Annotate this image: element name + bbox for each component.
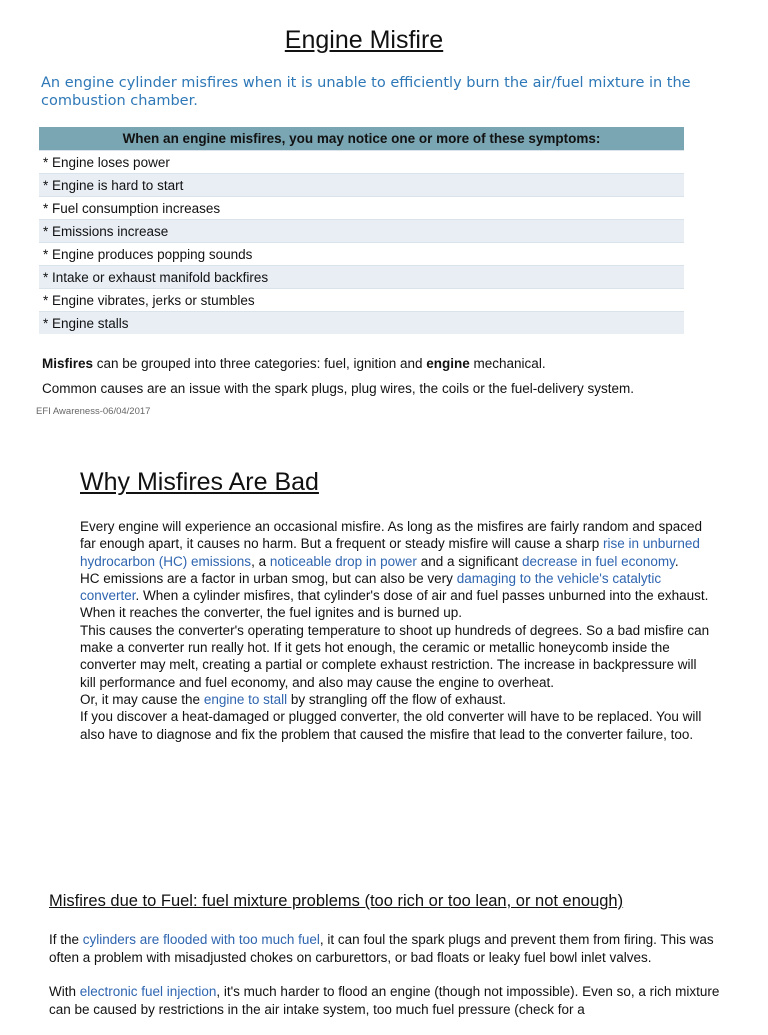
table-row (39, 220, 684, 243)
symptom-cell: * Emissions increase (39, 220, 684, 243)
why-paragraph (80, 691, 710, 708)
symptom-cell: * Engine produces popping sounds (39, 243, 684, 266)
symptom-cell: * Fuel consumption increases (39, 197, 684, 220)
fuel-economy-link[interactable]: decrease in fuel economy (522, 553, 675, 569)
engine-stall-link[interactable]: engine to stall (203, 691, 288, 707)
flooded-cylinders-link[interactable]: cylinders are flooded with too much fuel (82, 932, 320, 947)
fuel-injection-link[interactable]: electronic fuel injection (79, 984, 217, 999)
symptom-cell: * Engine stalls (39, 312, 684, 335)
table-row (39, 266, 684, 289)
why-paragraph: This causes the converter's operating temperature to shoot up hundreds of degrees. So a bad misfire can make a converter run really hot. If it gets hot enough, the ceramic or metallic honeycomb inside the converter may melt, creating a partial or complete exhaust restriction. The increase in backpressure will kill performance and fuel economy, and also may cause the engine to overheat. (80, 622, 710, 690)
why-text: . When a cylinder misfires, that cylinder's dose of air and fuel passes unburned into the exhaust. When it reaches the converter, the fuel ignites and is burned up. (80, 588, 709, 621)
why-body (80, 518, 710, 743)
misfires-bold: Misfires (42, 356, 94, 371)
table-row (39, 197, 684, 220)
symptom-cell: * Engine loses power (39, 151, 684, 174)
fuel-text: , it's much harder to flood an engine (though not impossible). Even so, a rich mixture can be caused by restrictions in the air intake system, too much fuel pressure (check for a (49, 984, 720, 1017)
why-text: HC emissions are a factor in urban smog, but can also be very (80, 570, 457, 586)
symptoms-table (39, 127, 684, 334)
fuel-heading: Misfires due to Fuel: fuel mixture problems (too rich or too lean, or not enough) (49, 892, 624, 910)
why-text: . (674, 553, 679, 569)
symptom-cell: * Engine is hard to start (39, 174, 684, 197)
categories-text (42, 355, 546, 373)
power-drop-link[interactable]: noticeable drop in power (269, 553, 417, 569)
why-text: by strangling off the flow of exhaust. (287, 691, 507, 707)
page-title: Engine Misfire (284, 26, 444, 54)
table-row (39, 243, 684, 266)
symptom-cell: * Engine vibrates, jerks or stumbles (39, 289, 684, 312)
fuel-text: , it can foul the spark plugs and prevent them from firing. This was often a problem with misadjusted chokes on carburettors, or bad floats or leaky fuel bowl inlet valves. (49, 932, 714, 965)
catalytic-converter-link[interactable]: damaging to the vehicle's catalytic converter (80, 570, 662, 604)
engine-bold: engine (426, 356, 470, 371)
causes-text: Common causes are an issue with the spark plugs, plug wires, the coils or the fuel-delivery system. (42, 381, 635, 396)
why-heading: Why Misfires Are Bad (80, 468, 319, 496)
symptom-cell: * Intake or exhaust manifold backfires (39, 266, 684, 289)
fuel-text: With (49, 984, 80, 999)
categories-part2: mechanical. (469, 356, 546, 371)
footer-note: EFI Awareness-06/04/2017 (36, 406, 151, 417)
table-row (39, 289, 684, 312)
table-row (39, 151, 684, 174)
fuel-paragraph (49, 931, 729, 966)
why-text: Or, it may cause the (80, 691, 204, 707)
fuel-paragraph (49, 983, 729, 1018)
why-text: , a (251, 553, 270, 569)
table-row (39, 312, 684, 335)
why-text: and a significant (416, 553, 523, 569)
table-row (39, 174, 684, 197)
categories-part1: can be grouped into three categories: fuel, ignition and (93, 356, 427, 371)
why-paragraph: If you discover a heat-damaged or plugged converter, the old converter will have to be replaced. You will also have to diagnose and fix the problem that caused the misfire that lead to the converter failure, too. (80, 709, 702, 742)
why-paragraph (80, 570, 710, 622)
symptoms-table-header: When an engine misfires, you may notice one or more of these symptoms: (39, 127, 684, 151)
fuel-text: If the (49, 932, 83, 947)
why-paragraph (80, 518, 710, 570)
intro-text: An engine cylinder misfires when it is unable to efficiently burn the air/fuel mixture in the combustion chamber. (41, 75, 691, 109)
fuel-body (49, 931, 729, 1035)
why-text: Every engine will experience an occasional misfire. As long as the misfires are fairly random and spaced far enough apart, it causes no harm. But a frequent or steady misfire will cause a sharp (80, 519, 703, 552)
hc-emissions-link[interactable]: rise in unburned hydrocarbon (HC) emissions (80, 536, 700, 569)
